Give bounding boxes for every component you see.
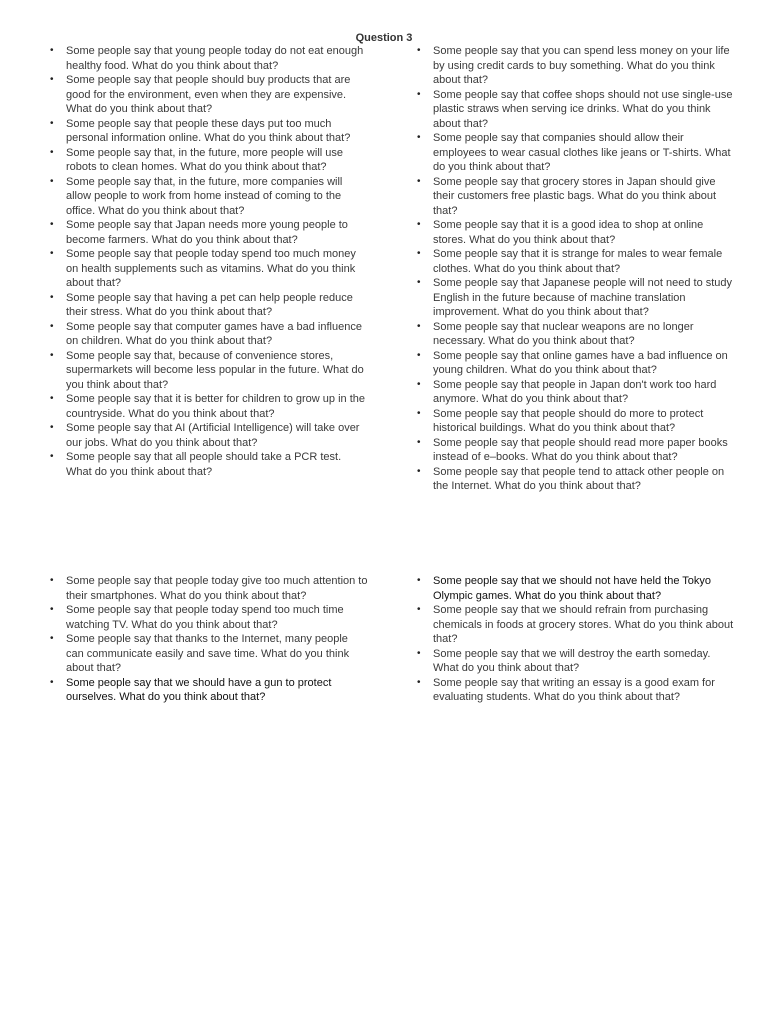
bullet-icon: •	[50, 633, 54, 644]
question-list-bottom-right	[417, 574, 735, 705]
bullet-icon: •	[417, 349, 421, 361]
bullet-icon: •	[50, 349, 54, 361]
bullet-icon: •	[417, 575, 421, 586]
question-text: Some people say that you can spend less money on your life by using credit cards to buy something. What do you think about that?	[433, 45, 730, 86]
question-text: Some people say that companies should allow their employees to wear casual clothes like jeans or T-shirts. What do you think about that?	[433, 132, 731, 173]
question-text: Some people say that we should not have held the Tokyo Olympic games. What do you think about that?	[433, 575, 712, 602]
question-text: Some people say that people should read more paper books instead of e–books. What do you think about that?	[433, 436, 728, 463]
bullet-icon: •	[50, 393, 54, 404]
bullet-icon: •	[50, 604, 54, 615]
question-text: Some people say that AI (Artificial Intelligence) will take over our jobs. What do you think about that?	[66, 422, 360, 449]
list-item	[50, 632, 368, 676]
list-item	[417, 44, 735, 88]
list-item	[417, 574, 735, 603]
bullet-icon: •	[50, 175, 54, 187]
bullet-icon: •	[417, 45, 421, 56]
question-text: Some people say that people today spend too much time watching TV. What do you think about that?	[66, 604, 344, 631]
bullet-icon: •	[50, 117, 54, 129]
bullet-icon: •	[417, 219, 421, 230]
bullet-icon: •	[417, 248, 421, 259]
question-text: Some people say that having a pet can help people reduce their stress. What do you think about that?	[66, 291, 353, 318]
question-text: Some people say that young people today do not eat enough healthy food. What do you think about that?	[66, 45, 364, 72]
page-title: Question 3	[355, 32, 413, 44]
list-item	[417, 676, 735, 705]
list-item	[417, 88, 735, 132]
list-item	[417, 131, 735, 175]
question-text: Some people say that, in the future, more companies will allow people to work from home instead of coming to the office. What do you think about that?	[66, 175, 343, 217]
list-item	[417, 436, 735, 465]
list-item	[417, 175, 735, 219]
list-item	[417, 276, 735, 320]
list-item	[417, 320, 735, 349]
bullet-icon: •	[50, 248, 54, 259]
question-text: Some people say that Japan needs more young people to become farmers. What do you think about that?	[66, 219, 348, 246]
question-text: Some people say that people today give too much attention to their smartphones. What do you think about that?	[66, 575, 368, 602]
question-text: Some people say that thanks to the Internet, many people can communicate easily and save time. What do you think about that?	[66, 633, 350, 674]
list-item	[50, 603, 368, 632]
bullet-icon: •	[417, 465, 421, 477]
bullet-icon: •	[50, 575, 54, 586]
list-item	[417, 247, 735, 276]
question-text: Some people say that it is strange for males to wear female clothes. What do you think about that?	[433, 248, 723, 275]
question-text: Some people say that people should buy products that are good for the environment, even when they are expensive. What do you think about that?	[66, 74, 351, 115]
question-list-top-right	[417, 44, 735, 494]
bullet-icon: •	[50, 676, 54, 688]
list-item	[417, 407, 735, 436]
list-item	[50, 574, 368, 603]
question-text: Some people say that we should refrain from purchasing chemicals in foods at grocery stores. What do you think about that?	[433, 604, 734, 645]
question-text: Some people say that people in Japan don't work too hard anymore. What do you think about that?	[433, 378, 717, 405]
bullet-icon: •	[50, 74, 54, 85]
bullet-icon: •	[417, 407, 421, 419]
question-text: Some people say that grocery stores in Japan should give their customers free plastic bags. What do you think about that?	[433, 175, 717, 217]
bullet-icon: •	[417, 320, 421, 332]
list-item	[50, 392, 368, 421]
question-text: Some people say that all people should take a PCR test. What do you think about that?	[66, 451, 342, 478]
question-text: Some people say that people tend to attack other people on the Internet. What do you think about that?	[433, 465, 725, 492]
bullet-icon: •	[417, 436, 421, 448]
bullet-icon: •	[50, 219, 54, 230]
list-item	[50, 117, 368, 146]
list-item	[417, 378, 735, 407]
bullet-icon: •	[417, 676, 421, 688]
question-text: Some people say that coffee shops should not use single-use plastic straws when serving ice drinks. What do you think about that?	[433, 88, 733, 130]
question-text: Some people say that writing an essay is a good exam for evaluating students. What do you think about that?	[433, 676, 715, 703]
question-list-top-left	[50, 44, 368, 479]
question-text: Some people say that it is a good idea to shop at online stores. What do you think about that?	[433, 219, 704, 246]
question-text: Some people say that Japanese people will not need to study English in the future because of machine translation improvement. What do you think about that?	[433, 277, 733, 318]
list-item	[50, 676, 368, 705]
list-item	[50, 421, 368, 450]
list-item	[50, 349, 368, 393]
list-item	[417, 349, 735, 378]
question-text: Some people say that computer games have a bad influence on children. What do you think about that?	[66, 320, 362, 347]
question-text: Some people say that online games have a bad influence on young children. What do you think about that?	[433, 349, 728, 376]
question-text: Some people say that we should have a gun to protect ourselves. What do you think about that?	[66, 676, 332, 703]
list-item	[417, 465, 735, 494]
question-text: Some people say that we will destroy the earth someday. What do you think about that?	[433, 647, 711, 674]
bullet-icon: •	[50, 291, 54, 303]
bullet-icon: •	[417, 604, 421, 615]
question-text: Some people say that people today spend too much money on health supplements such as vitamins. What do you think about that?	[66, 248, 356, 289]
bullet-icon: •	[50, 320, 54, 332]
list-item	[50, 146, 368, 175]
bullet-icon: •	[50, 146, 54, 158]
bullet-icon: •	[50, 45, 54, 56]
bullet-icon: •	[417, 132, 421, 143]
list-item	[50, 218, 368, 247]
list-item	[50, 44, 368, 73]
question-text: Some people say that, in the future, more people will use robots to clean homes. What do you think about that?	[66, 146, 343, 173]
question-text: Some people say that people should do more to protect historical buildings. What do you think about that?	[433, 407, 704, 434]
question-text: Some people say that, because of convenience stores, supermarkets will become less popular in the future. What do you think about that?	[66, 349, 364, 391]
list-item	[417, 647, 735, 676]
bullet-icon: •	[417, 378, 421, 390]
list-item	[417, 218, 735, 247]
question-text: Some people say that people these days put too much personal information online. What do you think about that?	[66, 117, 351, 144]
list-item	[50, 450, 368, 479]
question-text: Some people say that it is better for children to grow up in the countryside. What do you think about that?	[66, 393, 365, 420]
question-text: Some people say that nuclear weapons are no longer necessary. What do you think about that?	[433, 320, 694, 347]
list-item	[50, 175, 368, 219]
bullet-icon: •	[417, 88, 421, 100]
bullet-icon: •	[417, 647, 421, 659]
bullet-icon: •	[50, 422, 54, 433]
list-item	[50, 291, 368, 320]
list-item	[50, 320, 368, 349]
list-item	[50, 247, 368, 291]
list-item	[417, 603, 735, 647]
question-list-bottom-left	[50, 574, 368, 705]
bullet-icon: •	[417, 175, 421, 187]
bullet-icon: •	[417, 277, 421, 288]
list-item	[50, 73, 368, 117]
bullet-icon: •	[50, 451, 54, 462]
